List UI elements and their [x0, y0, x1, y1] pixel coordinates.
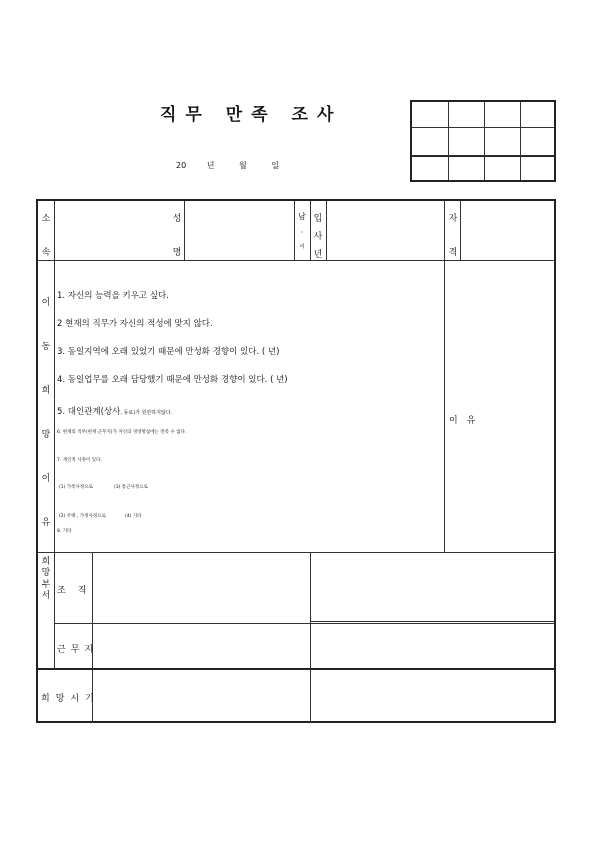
reason-item-6: 6. 현재의 직무(현재 근무지)가 자신의 경영방침에는 만족 수 없다. — [57, 430, 187, 435]
reason-item-8: 8. 기타 — [57, 529, 72, 534]
reason-sub-commute: (3) 통근사정으로 — [114, 485, 148, 490]
transfer-reason-label: 이 동 희 망 이 유 — [41, 298, 51, 528]
stamp-cell[interactable] — [521, 128, 554, 156]
organization-label: 조 직 — [57, 586, 87, 596]
stamp-cell[interactable] — [449, 156, 485, 180]
stamp-cell[interactable] — [412, 102, 449, 128]
qualification-label: 자 격 — [448, 214, 458, 258]
reason-detail-field[interactable] — [445, 261, 553, 551]
col-divider — [444, 201, 445, 260]
reason-item-5: 5. 대인관계(상사, 동료)가 원만하지않다. — [57, 407, 173, 417]
affiliation-field[interactable] — [55, 202, 183, 259]
gender-label: 남 · 여 — [298, 212, 306, 250]
desired-department-label: 희 망 부 서 — [41, 557, 51, 601]
desired-time-label: 희 망 시 기 — [41, 694, 94, 704]
survey-form — [36, 199, 556, 723]
join-year-label: 입 사 년 — [313, 214, 323, 260]
year-label: 년 — [206, 161, 215, 170]
approval-stamp-grid — [410, 100, 556, 182]
date-line — [176, 160, 279, 171]
stamp-cell[interactable] — [485, 156, 521, 180]
stamp-cell[interactable] — [485, 102, 521, 128]
desired-time-note-field[interactable] — [311, 670, 553, 721]
organization-note-field[interactable] — [311, 553, 553, 620]
stamp-cell[interactable] — [412, 128, 449, 156]
stamp-cell[interactable] — [412, 156, 449, 180]
name-field[interactable] — [185, 202, 293, 259]
workplace-label: 근 무 지 — [57, 645, 94, 655]
stamp-cell[interactable] — [521, 156, 554, 180]
stamp-cell[interactable] — [449, 102, 485, 128]
name-label: 성 명 — [172, 214, 182, 258]
stamp-cell[interactable] — [521, 102, 554, 128]
reason-label: 이 유 — [449, 416, 476, 426]
reason-item-2: 2 현재의 직무가 자신의 적성에 맞지 않다. — [57, 319, 213, 329]
page-title: 직무 만족 조사 — [160, 105, 343, 125]
organization-field[interactable] — [93, 553, 309, 622]
year-prefix: 20 — [176, 161, 187, 170]
affiliation-label: 소 속 — [41, 214, 51, 258]
reason-sub-family: (1) 가족사정으로 — [59, 485, 93, 490]
reason-item-1: 1. 자신의 능력을 키우고 싶다. — [57, 291, 169, 301]
col-divider — [294, 201, 295, 260]
workplace-note-field[interactable] — [311, 622, 553, 667]
col-divider — [54, 260, 55, 552]
stamp-cell[interactable] — [449, 128, 485, 156]
stamp-cell[interactable] — [485, 128, 521, 156]
workplace-field[interactable] — [93, 624, 309, 667]
desired-time-field[interactable] — [93, 670, 309, 721]
month-label: 월 — [239, 161, 247, 170]
day-label: 일 — [271, 161, 280, 170]
reason-sub-other: (4) 기타 — [125, 514, 142, 519]
join-year-field[interactable] — [327, 202, 443, 259]
qualification-field[interactable] — [461, 202, 553, 259]
reason-sub-housing: (2) 주택 , 가정사정으로 — [59, 514, 106, 519]
col-divider — [54, 552, 55, 669]
reason-item-3: 3. 동일지역에 오래 있었기 때문에 만성화 경향이 있다. ( 년) — [57, 347, 280, 357]
reason-item-7: 7. 개인적 사정이 있다. — [57, 458, 102, 463]
col-divider — [310, 201, 311, 260]
reason-item-4: 4. 동일업무를 오래 담당했기 때문에 만성화 경향이 있다. ( 년) — [57, 375, 288, 385]
